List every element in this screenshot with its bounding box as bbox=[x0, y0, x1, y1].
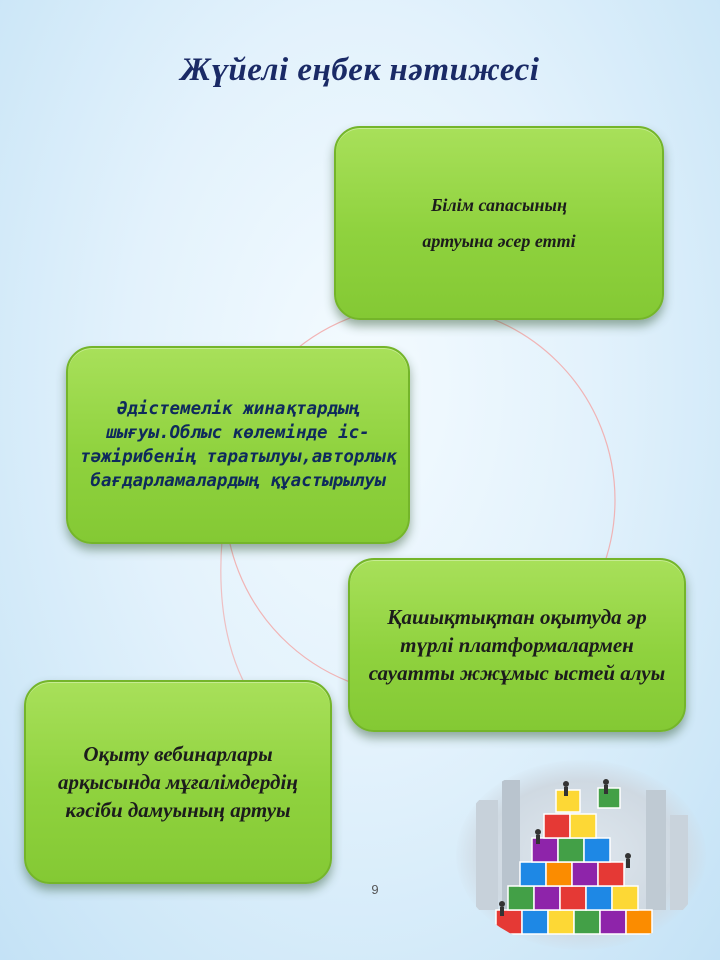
puzzle-team-illustration-icon bbox=[456, 760, 706, 950]
result-box-quality-line1: Білім сапасының bbox=[431, 195, 567, 215]
slide-title: Жүйелі еңбек нәтижесі bbox=[180, 52, 540, 88]
result-box-distance-learning bbox=[348, 558, 686, 732]
result-box-quality-text bbox=[422, 187, 575, 259]
result-box-methodology bbox=[66, 346, 410, 544]
result-box-webinars bbox=[24, 680, 332, 884]
result-box-webinars-text: Оқыту вебинарлары арқысында мұғалімдердің кәсіби дамуының артуы bbox=[58, 742, 298, 822]
page-number: 9 bbox=[371, 882, 379, 897]
result-box-distance-learning-text: Қашықтықтан оқытуда әр түрлі платформалармен сауатты жжұмыс ыстей алуы bbox=[368, 605, 666, 685]
result-box-methodology-text: Әдістемелік жинақтардың шығуы.Облыс көлемінде іс-тәжірибенің таратылуы,авторлық бағдарламалардың құастырылуы bbox=[79, 399, 397, 491]
result-box-quality-line2: артуына әсер етті bbox=[422, 231, 576, 251]
result-box-quality bbox=[334, 126, 664, 320]
